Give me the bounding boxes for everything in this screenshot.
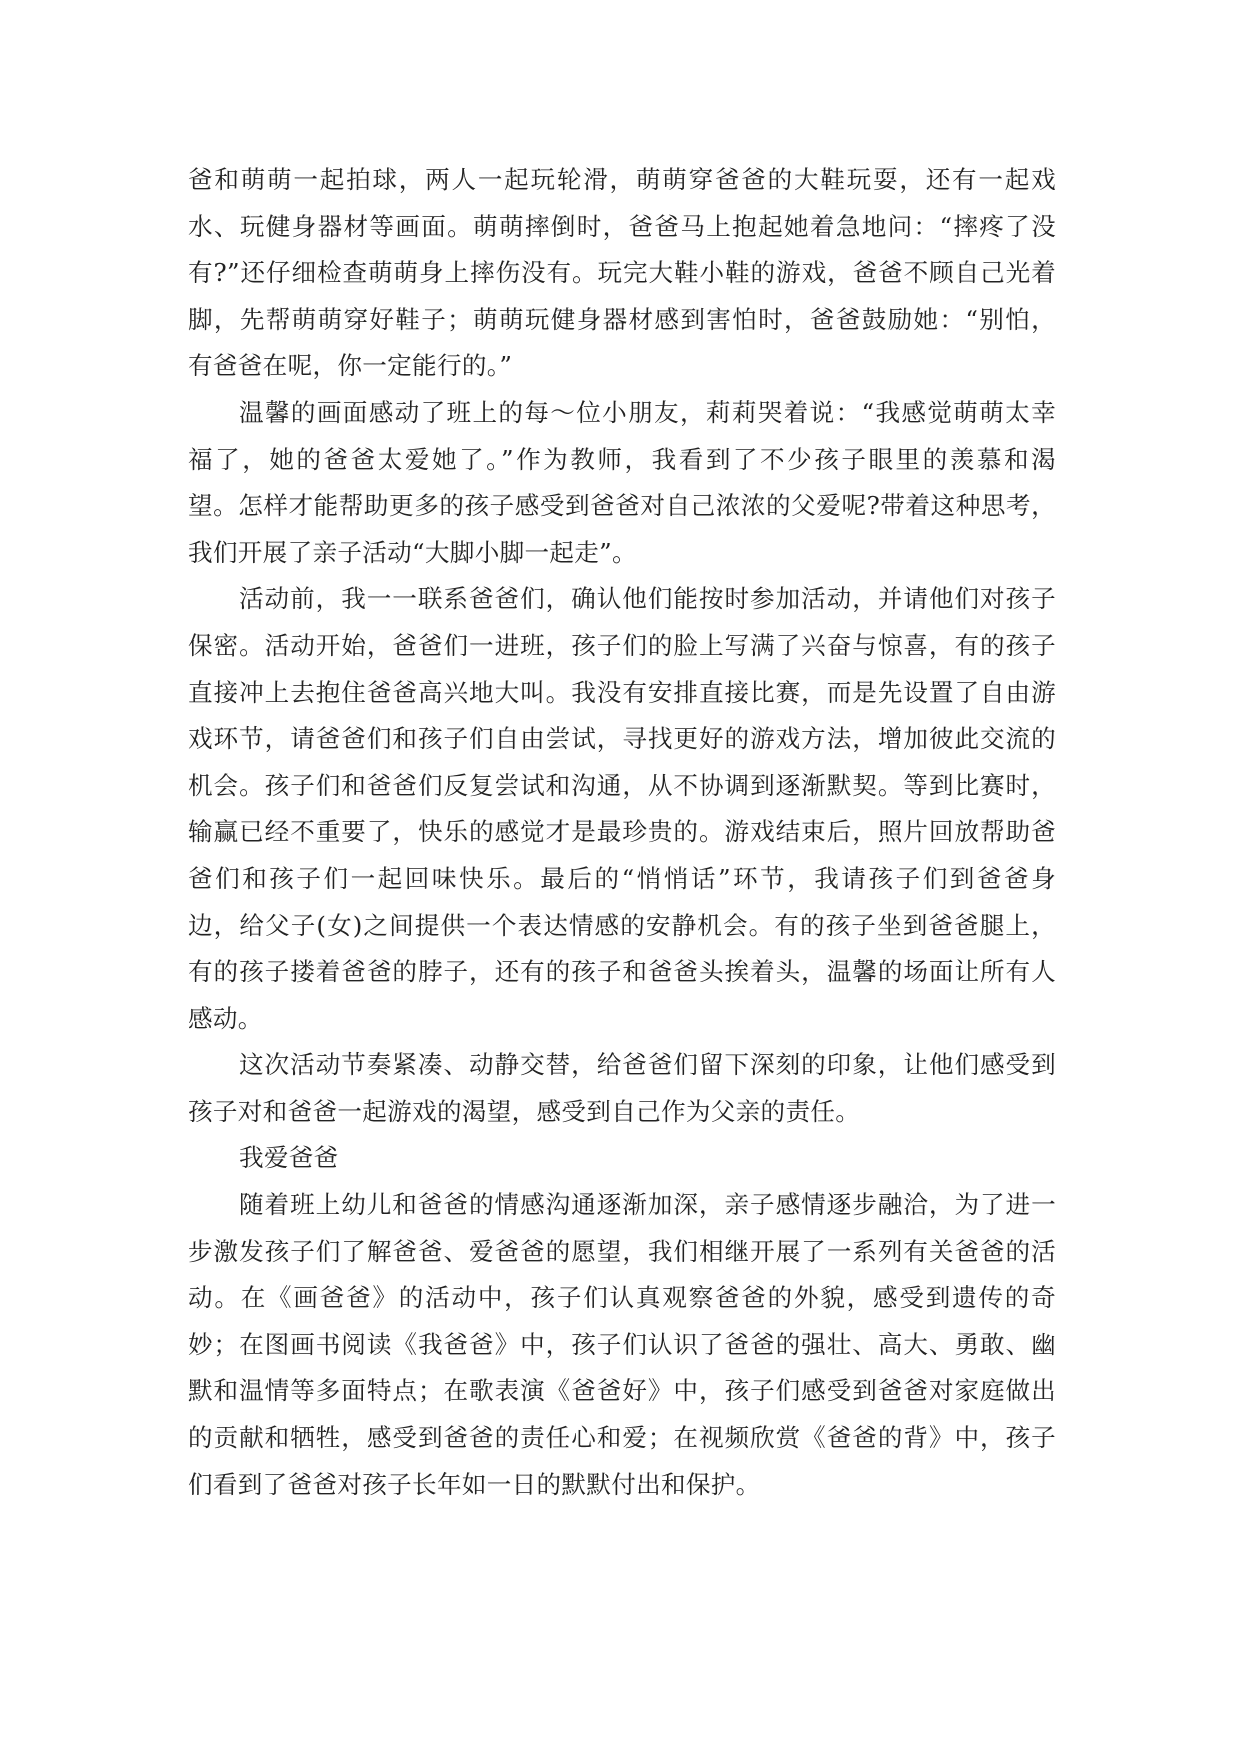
text-line: 戏环节，请爸爸们和孩子们自由尝试，寻找更好的游戏方法，增加彼此交流的 [188, 724, 1056, 754]
text-line: 妙；在图画书阅读《我爸爸》中，孩子们认识了爸爸的强壮、高大、勇敢、幽 [188, 1329, 1056, 1359]
paragraph-first-line: 我爱爸爸 [239, 1143, 339, 1173]
text-line: 直接冲上去抱住爸爸高兴地大叫。我没有安排直接比赛，而是先设置了自由游 [188, 677, 1056, 707]
text-line: 爸和萌萌一起拍球，两人一起玩轮滑，萌萌穿爸爸的大鞋玩耍，还有一起戏 [188, 165, 1056, 194]
text-line: 有的孩子搂着爸爸的脖子，还有的孩子和爸爸头挨着头，温馨的场面让所有人 [188, 957, 1056, 987]
paragraph-first-line: 这次活动节奏紧凑、动静交替，给爸爸们留下深刻的印象，让他们感受到 [239, 1050, 1056, 1080]
text-line: 有?”还仔细检查萌萌身上摔伤没有。玩完大鞋小鞋的游戏，爸爸不顾自己光着 [188, 258, 1056, 288]
text-line: 默和温情等多面特点；在歌表演《爸爸好》中，孩子们感受到爸爸对家庭做出 [188, 1376, 1056, 1406]
text-line: 步激发孩子们了解爸爸、爱爸爸的愿望，我们相继开展了一系列有关爸爸的活 [188, 1236, 1056, 1266]
paragraph-first-line: 温馨的画面感动了班上的每～位小朋友，莉莉哭着说：“我感觉萌萌太幸 [239, 397, 1056, 427]
text-line: 的贡献和牺牲，感受到爸爸的责任心和爱；在视频欣赏《爸爸的背》中，孩子 [188, 1423, 1056, 1453]
text-line: 我们开展了亲子活动“大脚小脚一起走”。 [188, 537, 637, 567]
paragraph-first-line: 活动前，我一一联系爸爸们，确认他们能按时参加活动，并请他们对孩子 [239, 584, 1056, 614]
text-line: 脚，先帮萌萌穿好鞋子；萌萌玩健身器材感到害怕时，爸爸鼓励她：“别怕， [188, 304, 1056, 334]
text-line: 有爸爸在呢，你一定能行的。” [188, 351, 513, 381]
text-line: 保密。活动开始，爸爸们一进班，孩子们的脸上写满了兴奋与惊喜，有的孩子 [188, 630, 1056, 660]
text-line: 机会。孩子们和爸爸们反复尝试和沟通，从不协调到逐渐默契。等到比赛时， [188, 770, 1056, 800]
text-line: 输赢已经不重要了，快乐的感觉才是最珍贵的。游戏结束后，照片回放帮助爸 [188, 817, 1056, 847]
text-line: 们看到了爸爸对孩子长年如一日的默默付出和保护。 [188, 1469, 761, 1499]
text-line: 感动。 [188, 1003, 263, 1033]
text-line: 爸们和孩子们一起回味快乐。最后的“悄悄话”环节，我请孩子们到爸爸身 [188, 863, 1056, 893]
document-body [188, 157, 1056, 1508]
text-line: 福了，她的爸爸太爱她了。”作为教师，我看到了不少孩子眼里的羡慕和渴 [188, 444, 1056, 474]
text-line: 水、玩健身器材等画面。萌萌摔倒时，爸爸马上抱起她着急地问：“摔疼了没 [188, 211, 1056, 241]
text-line: 孩子对和爸爸一起游戏的渴望，感受到自己作为父亲的责任。 [188, 1096, 861, 1126]
text-line: 动。在《画爸爸》的活动中，孩子们认真观察爸爸的外貌，感受到遗传的奇 [188, 1283, 1056, 1313]
paragraph-first-line: 随着班上幼儿和爸爸的情感沟通逐渐加深，亲子感情逐步融洽，为了进一 [239, 1190, 1056, 1220]
text-line: 边，给父子(女)之间提供一个表达情感的安静机会。有的孩子坐到爸爸腿上， [188, 910, 1056, 940]
text-line: 望。怎样才能帮助更多的孩子感受到爸爸对自己浓浓的父爱呢?带着这种思考， [188, 491, 1056, 521]
